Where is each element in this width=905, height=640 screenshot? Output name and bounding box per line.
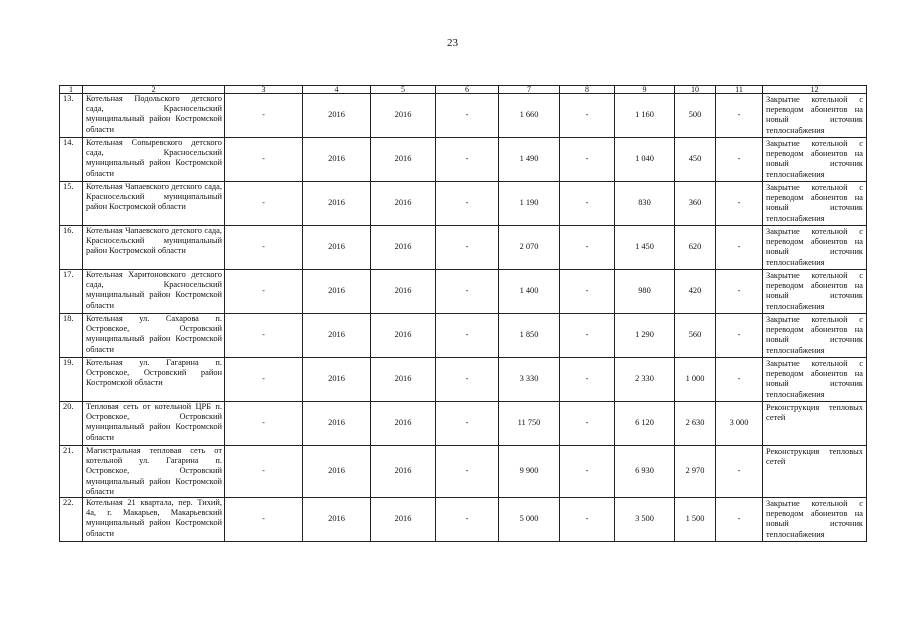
- start-year: 2016: [303, 182, 371, 226]
- table-row: [60, 270, 867, 314]
- start-year: 2016: [303, 402, 371, 446]
- cell-col3: -: [225, 446, 303, 498]
- cell-col9: 1 450: [615, 226, 675, 270]
- cell-col10: 420: [675, 270, 716, 314]
- cell-col10: 500: [675, 94, 716, 138]
- start-year: 2016: [303, 498, 371, 542]
- cell-col10: 560: [675, 314, 716, 358]
- measure-note: Закрытие котельной с переводом абонентов на новый источник теплоснабжения: [763, 226, 867, 270]
- header-cell: 11: [716, 86, 763, 94]
- table-row: [60, 226, 867, 270]
- page-number: 23: [447, 37, 458, 49]
- cell-col11: -: [716, 498, 763, 542]
- cell-col8: -: [560, 138, 615, 182]
- cell-col9: 1 290: [615, 314, 675, 358]
- end-year: 2016: [371, 226, 436, 270]
- end-year: 2016: [371, 402, 436, 446]
- object-name: Котельная Чапаевского детского сада, Красносельский муниципальный район Костромской области: [83, 226, 225, 270]
- row-number: 13.: [60, 94, 83, 138]
- cell-col3: -: [225, 94, 303, 138]
- cell-col8: -: [560, 94, 615, 138]
- cell-col10: 2 970: [675, 446, 716, 498]
- cell-col8: -: [560, 182, 615, 226]
- cell-col11: -: [716, 358, 763, 402]
- object-name: Магистральная тепловая сеть от котельной ул. Гагарина п. Островское, Островский муниципальный район Костромской области: [83, 446, 225, 498]
- measure-note: Закрытие котельной с переводом абонентов на новый источник теплоснабжения: [763, 358, 867, 402]
- start-year: 2016: [303, 314, 371, 358]
- header-cell: 4: [303, 86, 371, 94]
- total-cost: 1 490: [499, 138, 560, 182]
- cell-col8: -: [560, 446, 615, 498]
- total-cost: 1 190: [499, 182, 560, 226]
- header-cell: 2: [83, 86, 225, 94]
- cell-col6: -: [436, 314, 499, 358]
- cell-col11: -: [716, 226, 763, 270]
- total-cost: 1 850: [499, 314, 560, 358]
- cell-col6: -: [436, 446, 499, 498]
- table-row: [60, 446, 867, 498]
- row-number: 20.: [60, 402, 83, 446]
- cell-col3: -: [225, 314, 303, 358]
- cell-col11: -: [716, 314, 763, 358]
- header-cell: 8: [560, 86, 615, 94]
- cell-col6: -: [436, 498, 499, 542]
- total-cost: 3 330: [499, 358, 560, 402]
- end-year: 2016: [371, 270, 436, 314]
- row-number: 16.: [60, 226, 83, 270]
- start-year: 2016: [303, 94, 371, 138]
- end-year: 2016: [371, 138, 436, 182]
- cell-col9: 3 500: [615, 498, 675, 542]
- object-name: Тепловая сеть от котельной ЦРБ п. Островское, Островский муниципальный район Костромской области: [83, 402, 225, 446]
- cell-col10: 1 500: [675, 498, 716, 542]
- total-cost: 9 900: [499, 446, 560, 498]
- total-cost: 1 660: [499, 94, 560, 138]
- header-cell: 12: [763, 86, 867, 94]
- table-row: [60, 182, 867, 226]
- cell-col8: -: [560, 270, 615, 314]
- table-row: [60, 402, 867, 446]
- end-year: 2016: [371, 94, 436, 138]
- table-row: [60, 94, 867, 138]
- cell-col10: 2 630: [675, 402, 716, 446]
- measure-note: Закрытие котельной с переводом абонентов на новый источник теплоснабжения: [763, 314, 867, 358]
- object-name: Котельная Сопыревского детского сада, Красносельский муниципальный район Костромской области: [83, 138, 225, 182]
- header-cell: 1: [60, 86, 83, 94]
- cell-col3: -: [225, 270, 303, 314]
- cell-col8: -: [560, 314, 615, 358]
- row-number: 14.: [60, 138, 83, 182]
- cell-col8: -: [560, 226, 615, 270]
- measure-note: Реконструкция тепловых сетей: [763, 446, 867, 498]
- start-year: 2016: [303, 138, 371, 182]
- cell-col11: -: [716, 138, 763, 182]
- object-name: Котельная Чапаевского детского сада, Красносельский муниципальный район Костромской области: [83, 182, 225, 226]
- start-year: 2016: [303, 270, 371, 314]
- row-number: 19.: [60, 358, 83, 402]
- end-year: 2016: [371, 446, 436, 498]
- cell-col6: -: [436, 182, 499, 226]
- total-cost: 11 750: [499, 402, 560, 446]
- cell-col9: 1 160: [615, 94, 675, 138]
- measure-note: Закрытие котельной с переводом абонентов на новый источник теплоснабжения: [763, 182, 867, 226]
- measure-note: Закрытие котельной с переводом абонентов на новый источник теплоснабжения: [763, 498, 867, 542]
- header-cell: 6: [436, 86, 499, 94]
- cell-col9: 2 330: [615, 358, 675, 402]
- object-name: Котельная 21 квартала, пер. Тихий, 4а, г. Макарьев, Макарьевский муниципальный район Костромской области: [83, 498, 225, 542]
- cell-col8: -: [560, 498, 615, 542]
- total-cost: 2 070: [499, 226, 560, 270]
- cell-col9: 6 930: [615, 446, 675, 498]
- measure-note: Закрытие котельной с переводом абонентов на новый источник теплоснабжения: [763, 94, 867, 138]
- start-year: 2016: [303, 358, 371, 402]
- header-cell: 3: [225, 86, 303, 94]
- table-row: [60, 498, 867, 542]
- start-year: 2016: [303, 226, 371, 270]
- cell-col6: -: [436, 358, 499, 402]
- cell-col11: -: [716, 182, 763, 226]
- cell-col10: 1 000: [675, 358, 716, 402]
- object-name: Котельная ул. Гагарина п. Островское, Островский район Костромской области: [83, 358, 225, 402]
- cell-col3: -: [225, 498, 303, 542]
- cell-col10: 620: [675, 226, 716, 270]
- table-row: [60, 138, 867, 182]
- measure-note: Закрытие котельной с переводом абонентов на новый источник теплоснабжения: [763, 270, 867, 314]
- cell-col9: 980: [615, 270, 675, 314]
- object-name: Котельная Харитоновского детского сада, Красносельский муниципальный район Костромской области: [83, 270, 225, 314]
- measure-note: Закрытие котельной с переводом абонентов на новый источник теплоснабжения: [763, 138, 867, 182]
- row-number: 21.: [60, 446, 83, 498]
- object-name: Котельная Подольского детского сада, Красносельский муниципальный район Костромской области: [83, 94, 225, 138]
- header-cell: 7: [499, 86, 560, 94]
- header-cell: 10: [675, 86, 716, 94]
- cell-col11: 3 000: [716, 402, 763, 446]
- cell-col3: -: [225, 182, 303, 226]
- cell-col6: -: [436, 226, 499, 270]
- end-year: 2016: [371, 182, 436, 226]
- total-cost: 5 000: [499, 498, 560, 542]
- cell-col10: 450: [675, 138, 716, 182]
- row-number: 22.: [60, 498, 83, 542]
- header-cell: 9: [615, 86, 675, 94]
- row-number: 18.: [60, 314, 83, 358]
- header-cell: 5: [371, 86, 436, 94]
- header-row: [60, 86, 867, 94]
- cell-col6: -: [436, 270, 499, 314]
- end-year: 2016: [371, 358, 436, 402]
- cell-col10: 360: [675, 182, 716, 226]
- cell-col6: -: [436, 402, 499, 446]
- cell-col8: -: [560, 402, 615, 446]
- end-year: 2016: [371, 498, 436, 542]
- cell-col3: -: [225, 358, 303, 402]
- measure-note: Реконструкция тепловых сетей: [763, 402, 867, 446]
- cell-col6: -: [436, 94, 499, 138]
- cell-col11: -: [716, 446, 763, 498]
- cell-col9: 830: [615, 182, 675, 226]
- end-year: 2016: [371, 314, 436, 358]
- row-number: 17.: [60, 270, 83, 314]
- total-cost: 1 400: [499, 270, 560, 314]
- table-row: [60, 314, 867, 358]
- investment-table: [59, 85, 867, 542]
- cell-col8: -: [560, 358, 615, 402]
- row-number: 15.: [60, 182, 83, 226]
- table-body: [60, 86, 867, 542]
- cell-col11: -: [716, 94, 763, 138]
- cell-col9: 1 040: [615, 138, 675, 182]
- table-row: [60, 358, 867, 402]
- cell-col11: -: [716, 270, 763, 314]
- cell-col6: -: [436, 138, 499, 182]
- cell-col3: -: [225, 138, 303, 182]
- cell-col3: -: [225, 226, 303, 270]
- cell-col9: 6 120: [615, 402, 675, 446]
- start-year: 2016: [303, 446, 371, 498]
- cell-col3: -: [225, 402, 303, 446]
- object-name: Котельная ул. Сахарова п. Островское, Островский муниципальный район Костромской области: [83, 314, 225, 358]
